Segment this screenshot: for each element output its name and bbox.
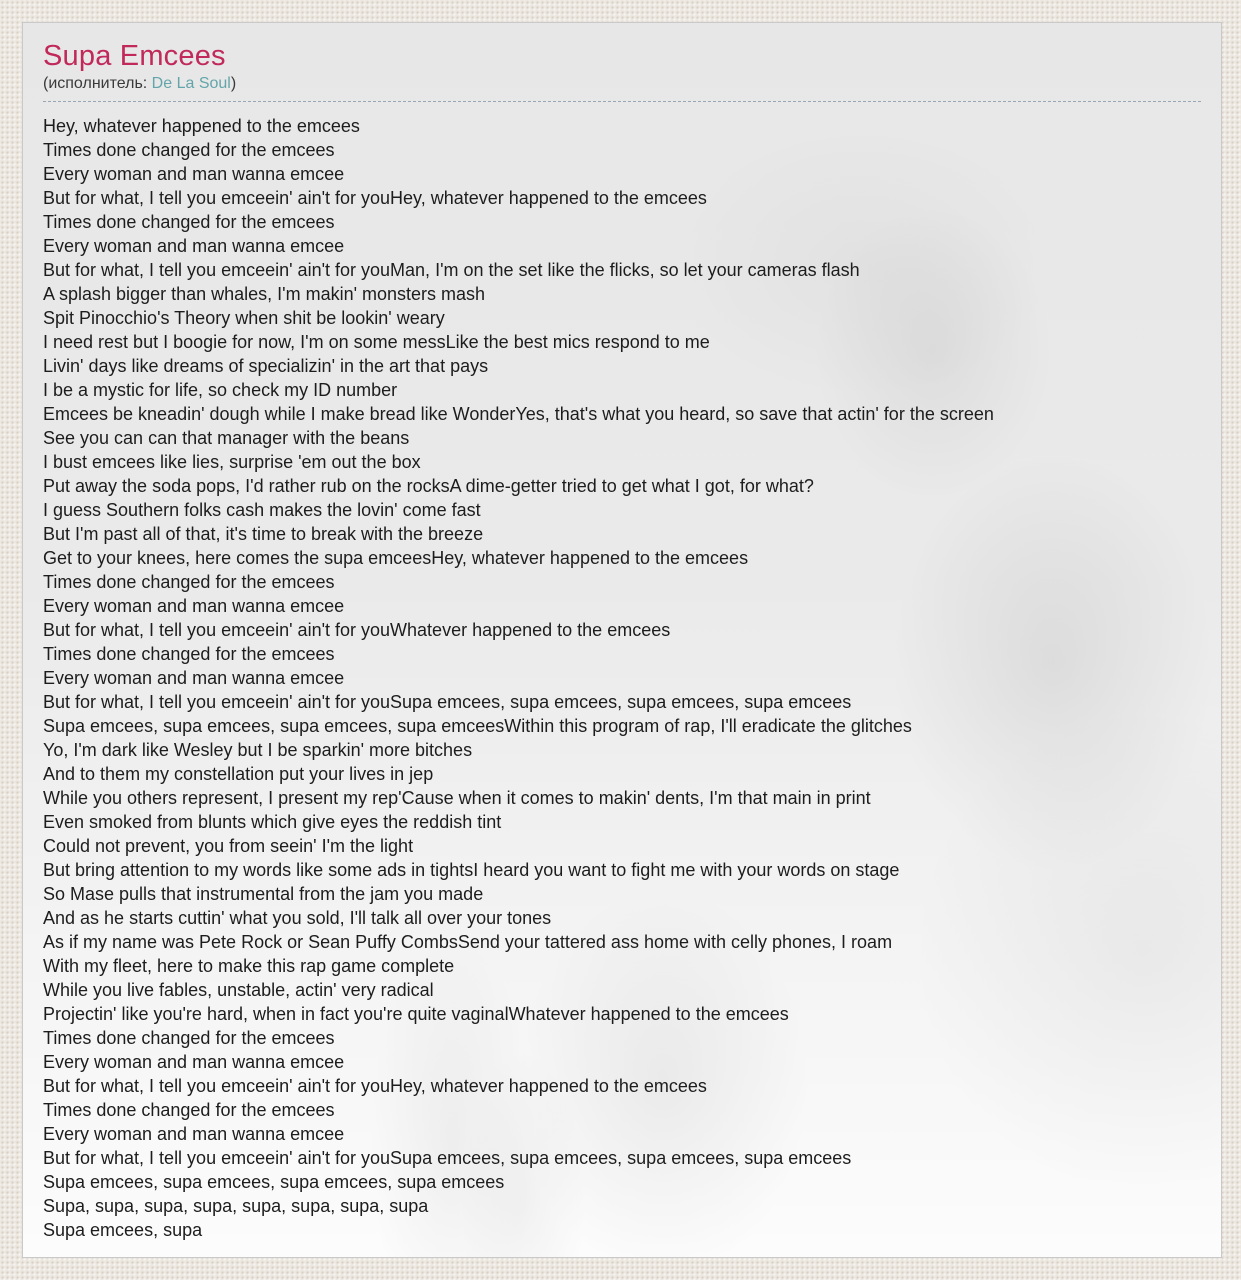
- lyric-line: A splash bigger than whales, I'm makin' monsters mash: [43, 283, 486, 304]
- lyric-line: Supa emcees, supa emcees, supa emcees, supa emcees: [43, 1171, 505, 1192]
- lyric-line: Even smoked from blunts which give eyes the reddish tint: [43, 811, 502, 832]
- lyric-line: Supa emcees, supa: [43, 1219, 203, 1240]
- lyric-line: Times done changed for the emcees: [43, 643, 335, 664]
- lyric-line: And to them my constellation put your lives in jep: [43, 763, 434, 784]
- lyric-line: Every woman and man wanna emcee: [43, 1051, 345, 1072]
- lyric-line: Every woman and man wanna emcee: [43, 163, 345, 184]
- lyric-line: But for what, I tell you emceein' ain't for youWhatever happened to the emcees: [43, 619, 671, 640]
- lyric-line: Every woman and man wanna emcee: [43, 667, 345, 688]
- lyrics-text: [43, 114, 1201, 1242]
- lyrics-card: [22, 22, 1222, 1258]
- artist-label-suffix: ): [230, 74, 237, 92]
- lyric-line: I be a mystic for life, so check my ID number: [43, 379, 398, 400]
- lyric-line: But for what, I tell you emceein' ain't for youSupa emcees, supa emcees, supa emcees, supa emcees: [43, 691, 852, 712]
- lyric-line: Yo, I'm dark like Wesley but I be sparkin' more bitches: [43, 739, 473, 760]
- artist-link[interactable]: De La Soul: [151, 74, 231, 92]
- lyric-line: While you live fables, unstable, actin' very radical: [43, 979, 434, 1000]
- lyric-line: Emcees be kneadin' dough while I make bread like WonderYes, that's what you heard, so save that actin' for the screen: [43, 403, 994, 424]
- lyric-line: But for what, I tell you emceein' ain't for youHey, whatever happened to the emcees: [43, 1075, 707, 1096]
- lyric-line: Supa, supa, supa, supa, supa, supa, supa, supa: [43, 1195, 429, 1216]
- artist-label-prefix: (исполнитель:: [43, 74, 152, 92]
- lyric-line: Times done changed for the emcees: [43, 1027, 335, 1048]
- song-title: Supa Emcees: [43, 40, 226, 72]
- lyric-line: Times done changed for the emcees: [43, 1099, 335, 1120]
- lyric-line: Hey, whatever happened to the emcees: [43, 115, 360, 136]
- lyric-line: Times done changed for the emcees: [43, 571, 335, 592]
- lyric-line: And as he starts cuttin' what you sold, I'll talk all over your tones: [43, 907, 552, 928]
- artist-line: [43, 75, 1201, 102]
- lyric-line: As if my name was Pete Rock or Sean Puffy CombsSend your tattered ass home with celly phones, I roam: [43, 931, 893, 952]
- lyric-line: Put away the soda pops, I'd rather rub on the rocksA dime-getter tried to get what I got, for what?: [43, 475, 814, 496]
- lyric-line: Every woman and man wanna emcee: [43, 235, 345, 256]
- lyric-line: Every woman and man wanna emcee: [43, 595, 345, 616]
- lyric-line: With my fleet, here to make this rap game complete: [43, 955, 455, 976]
- lyric-line: But for what, I tell you emceein' ain't for youMan, I'm on the set like the flicks, so let your cameras flash: [43, 259, 860, 280]
- lyric-line: Livin' days like dreams of specializin' in the art that pays: [43, 355, 489, 376]
- lyric-line: Times done changed for the emcees: [43, 211, 335, 232]
- lyric-line: But I'm past all of that, it's time to break with the breeze: [43, 523, 484, 544]
- lyric-line: I guess Southern folks cash makes the lovin' come fast: [43, 499, 481, 520]
- lyric-line: Spit Pinocchio's Theory when shit be lookin' weary: [43, 307, 445, 328]
- lyric-line: But for what, I tell you emceein' ain't for youSupa emcees, supa emcees, supa emcees, supa emcees: [43, 1147, 852, 1168]
- lyric-line: Projectin' like you're hard, when in fact you're quite vaginalWhatever happened to the emcees: [43, 1003, 789, 1024]
- lyric-line: While you others represent, I present my rep'Cause when it comes to makin' dents, I'm that main in print: [43, 787, 871, 808]
- lyric-line: I need rest but I boogie for now, I'm on some messLike the best mics respond to me: [43, 331, 710, 352]
- lyric-line: Could not prevent, you from seein' I'm the light: [43, 835, 414, 856]
- lyric-line: Supa emcees, supa emcees, supa emcees, supa emceesWithin this program of rap, I'll eradicate the glitches: [43, 715, 912, 736]
- lyric-line: So Mase pulls that instrumental from the jam you made: [43, 883, 484, 904]
- lyric-line: See you can can that manager with the beans: [43, 427, 410, 448]
- lyric-line: But for what, I tell you emceein' ain't for youHey, whatever happened to the emcees: [43, 187, 707, 208]
- lyric-line: I bust emcees like lies, surprise 'em out the box: [43, 451, 421, 472]
- lyric-line: But bring attention to my words like some ads in tightsI heard you want to fight me with your words on stage: [43, 859, 900, 880]
- lyric-line: Times done changed for the emcees: [43, 139, 335, 160]
- lyrics-card-content: [23, 23, 1221, 1242]
- lyric-line: Get to your knees, here comes the supa emceesHey, whatever happened to the emcees: [43, 547, 749, 568]
- lyric-line: Every woman and man wanna emcee: [43, 1123, 345, 1144]
